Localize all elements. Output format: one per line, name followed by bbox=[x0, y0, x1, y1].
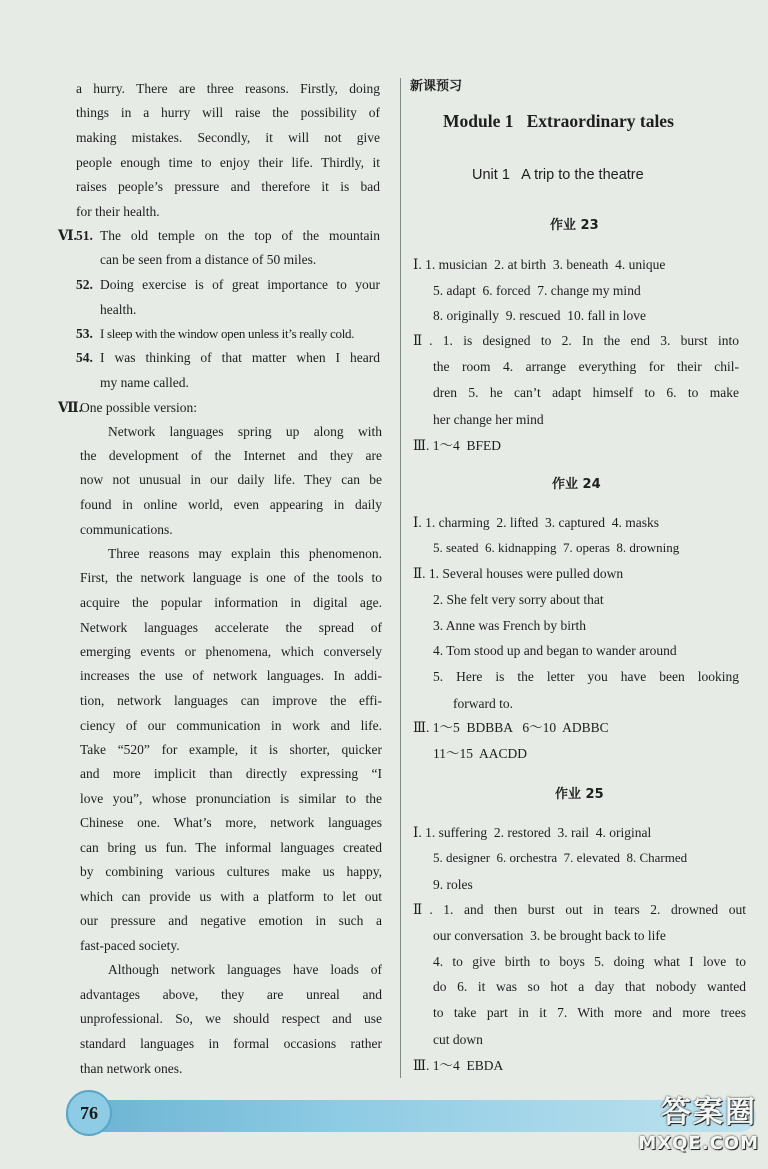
section-header: 新课预习 bbox=[410, 79, 463, 94]
essay-line: fast-paced society. bbox=[80, 938, 180, 953]
answer-line: 5. designer 6. orchestra 7. elevated 8. Charmed bbox=[433, 850, 688, 865]
answer-line: Ⅲ. 1～4 EBDA bbox=[413, 1058, 504, 1073]
essay-line: now not unusual in our daily life. They can be bbox=[80, 472, 382, 487]
text-line: my name called. bbox=[100, 375, 189, 390]
answer-line: her change her mind bbox=[433, 412, 544, 427]
item-number: 51. bbox=[76, 228, 93, 243]
watermark-logo-text: 答案圈 bbox=[661, 1095, 757, 1130]
essay-line: which can provide us with a platform to let out bbox=[80, 889, 382, 904]
answer-line: 2. She felt very sorry about that bbox=[433, 592, 604, 607]
essay-line: tion, network languages can improve the effi- bbox=[80, 693, 382, 708]
column-divider bbox=[400, 78, 401, 1078]
essay-line: can bring us fun. The informal languages created bbox=[80, 840, 382, 855]
answer-line: cut down bbox=[433, 1032, 483, 1047]
module-title: Module 1 Extraordinary tales bbox=[443, 111, 674, 131]
essay-line: than network ones. bbox=[80, 1061, 183, 1076]
essay-line: communications. bbox=[80, 522, 173, 537]
answer-line: Ⅱ. 1. Several houses were pulled down bbox=[413, 566, 624, 581]
unit-title: Unit 1 A trip to the theatre bbox=[472, 167, 644, 183]
text-line: The old temple on the top of the mountain bbox=[100, 228, 380, 243]
answer-line: 5. adapt 6. forced 7. change my mind bbox=[433, 283, 641, 298]
text-line: I sleep with the window open unless it’s really cold. bbox=[100, 326, 355, 341]
answer-line: 5. Here is the letter you have been looking bbox=[433, 669, 739, 684]
answer-line: Ⅰ. 1. musician 2. at birth 3. beneath 4. unique bbox=[413, 257, 666, 272]
essay-line: Take “520” for example, it is shorter, quicker bbox=[80, 742, 382, 757]
text-line: for their health. bbox=[76, 204, 160, 219]
essay-line: Network languages spring up along with bbox=[108, 424, 382, 439]
answer-line: forward to. bbox=[453, 696, 513, 711]
answer-line: Ⅱ. 1. and then burst out in tears 2. drowned out bbox=[413, 902, 746, 917]
answer-line: 3. Anne was French by birth bbox=[433, 618, 586, 633]
essay-intro: One possible version: bbox=[80, 400, 197, 415]
text-line: things in a hurry will raise the possibility of bbox=[76, 105, 380, 120]
answer-line: to take part in it 7. With more and more trees bbox=[433, 1005, 746, 1020]
answer-line: Ⅰ. 1. charming 2. lifted 3. captured 4. masks bbox=[413, 515, 660, 530]
answer-line: 4. Tom stood up and began to wander around bbox=[433, 643, 677, 658]
page-number: 76 bbox=[66, 1090, 112, 1136]
essay-line: advantages above, they are unreal and bbox=[80, 987, 382, 1002]
text-line: a hurry. There are three reasons. Firstly, doing bbox=[76, 81, 380, 96]
essay-line: unprofessional. So, we should respect and use bbox=[80, 1011, 382, 1026]
homework-title: 作业 23 bbox=[550, 218, 599, 233]
answer-line: our conversation 3. be brought back to life bbox=[433, 928, 666, 943]
answer-line: the room 4. arrange everything for their chil- bbox=[433, 359, 739, 374]
answer-line: 11～15 AACDD bbox=[433, 746, 528, 761]
essay-line: by combining various cultures make us happy, bbox=[80, 864, 382, 879]
section-marker-vii: Ⅶ. bbox=[58, 400, 82, 415]
essay-line: emerging events or phenomena, which conversely bbox=[80, 644, 382, 659]
essay-line: Although network languages have loads of bbox=[108, 962, 382, 977]
essay-line: Three reasons may explain this phenomenon. bbox=[108, 546, 382, 561]
site-watermark bbox=[630, 1085, 765, 1165]
text-line: can be seen from a distance of 50 miles. bbox=[100, 252, 317, 267]
essay-line: acquire the popular information in digital age. bbox=[80, 595, 382, 610]
essay-line: the development of the Internet and they are bbox=[80, 448, 382, 463]
answer-line: do 6. it was so hot a day that nobody wanted bbox=[433, 979, 746, 994]
answer-line: 5. seated 6. kidnapping 7. operas 8. drowning bbox=[433, 540, 680, 555]
answer-line: Ⅲ. 1～5 BDBBA 6～10 ADBBC bbox=[413, 720, 609, 735]
essay-line: ciency of our communication in work and life. bbox=[80, 718, 382, 733]
answer-line: Ⅱ. 1. is designed to 2. In the end 3. burst into bbox=[413, 333, 739, 348]
text-line: making mistakes. Secondly, it will not give bbox=[76, 130, 380, 145]
item-number: 54. bbox=[76, 350, 93, 365]
answer-line: dren 5. he can’t adapt himself to 6. to make bbox=[433, 385, 739, 400]
watermark-url: MXQE.COM bbox=[638, 1133, 759, 1154]
essay-line: love you”, whose pronunciation is similar to the bbox=[80, 791, 382, 806]
answer-line: Ⅲ. 1～4 BFED bbox=[413, 438, 502, 453]
essay-line: standard languages in formal occasions rather bbox=[80, 1036, 382, 1051]
text-line: people enough time to enjoy their life. Thirdly, it bbox=[76, 155, 380, 170]
section-marker-vi: Ⅵ. bbox=[58, 228, 77, 243]
essay-line: our pressure and negative emotion in such a bbox=[80, 913, 382, 928]
answer-line: 9. roles bbox=[433, 877, 473, 892]
text-line: health. bbox=[100, 302, 137, 317]
text-line: raises people’s pressure and therefore it is bad bbox=[76, 179, 380, 194]
essay-line: First, the network language is one of the tools to bbox=[80, 570, 382, 585]
essay-line: Network languages accelerate the spread of bbox=[80, 620, 382, 635]
essay-line: found in online world, even appearing in daily bbox=[80, 497, 382, 512]
item-number: 52. bbox=[76, 277, 93, 292]
homework-title: 作业 25 bbox=[555, 787, 604, 802]
essay-line: Chinese one. What’s more, network languages bbox=[80, 815, 382, 830]
essay-line: and more implicit than directly expressing “I bbox=[80, 766, 382, 781]
item-number: 53. bbox=[76, 326, 93, 341]
text-line: I was thinking of that matter when I heard bbox=[100, 350, 380, 365]
homework-title: 作业 24 bbox=[552, 477, 601, 492]
answer-line: 4. to give birth to boys 5. doing what I love to bbox=[433, 954, 746, 969]
answer-line: Ⅰ. 1. suffering 2. restored 3. rail 4. original bbox=[413, 825, 652, 840]
answer-line: 8. originally 9. rescued 10. fall in love bbox=[433, 308, 646, 323]
text-line: Doing exercise is of great importance to your bbox=[100, 277, 380, 292]
essay-line: increases the use of network languages. In addi- bbox=[80, 668, 382, 683]
